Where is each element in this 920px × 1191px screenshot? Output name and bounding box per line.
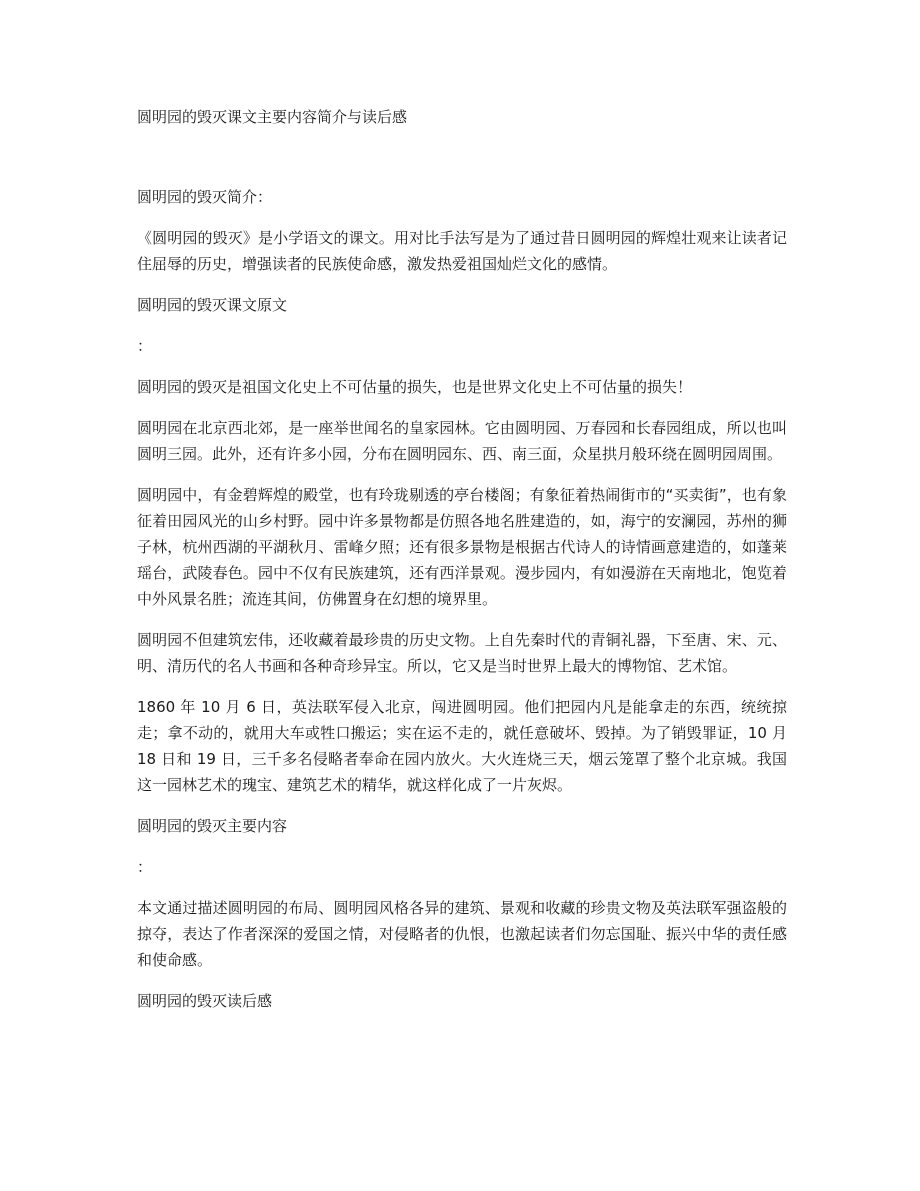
main-content-paragraph: 本文通过描述圆明园的布局、圆明园风格各异的建筑、景观和收藏的珍贵文物及英法联军强盗般的掠夺，表达了作者深深的爱国之情，对侵略者的仇恨，也激起读者们勿忘国耻、振兴中华的责任感和使命感。 xyxy=(137,899,787,969)
afterthought-heading: 圆明园的毁灭读后感 xyxy=(137,992,273,1010)
original-text-heading: 圆明园的毁灭课文原文 xyxy=(137,296,288,314)
original-paragraph: 圆明园在北京西北郊，是一座举世闻名的皇家园林。它由圆明园、万春园和长春园组成，所以也叫圆明三园。此外，还有许多小园，分布在圆明园东、西、南三面，众星拱月般环绕在圆明园周围。 xyxy=(137,419,787,463)
main-content-heading: 圆明园的毁灭主要内容 xyxy=(137,817,288,835)
original-paragraph: 圆明园不但建筑宏伟，还收藏着最珍贵的历史文物。上自先秦时代的青铜礼器，下至唐、宋、元、明、清历代的名人书画和各种奇珍异宝。所以，它又是当时世界上最大的博物馆、艺术馆。 xyxy=(137,631,787,675)
intro-paragraph: 《圆明园的毁灭》是小学语文的课文。用对比手法写是为了通过昔日圆明园的辉煌壮观来让读者记住屈辱的历史，增强读者的民族使命感，激发热爱祖国灿烂文化的感情。 xyxy=(137,229,787,273)
original-text-colon: ： xyxy=(137,337,153,355)
intro-heading: 圆明园的毁灭简介： xyxy=(137,188,273,206)
document-body xyxy=(137,184,787,1029)
original-paragraph: 圆明园的毁灭是祖国文化史上不可估量的损失，也是世界文化史上不可估量的损失！ xyxy=(137,378,693,396)
document-title: 圆明园的毁灭课文主要内容简介与读后感 xyxy=(137,108,408,126)
original-paragraph: 1860 年 10 月 6 日，英法联军侵入北京，闯进圆明园。他们把园内凡是能拿走的东西，统统掠走；拿不动的，就用大车或牲口搬运；实在运不走的，就任意破坏、毁掉。为了销毁罪证，10 月 18 日和 19 日，三千多名侵略者奉命在园内放火。大火连烧三天，烟云笼罩了整个北京城。我国这一园林艺术的瑰宝、建筑艺术的精华，就这样化成了一片灰烬。 xyxy=(137,698,787,794)
main-content-colon: ： xyxy=(137,858,153,876)
original-paragraph: 圆明园中，有金碧辉煌的殿堂，也有玲珑剔透的亭台楼阁；有象征着热闹街市的“买卖街”，也有象征着田园风光的山乡村野。园中许多景物都是仿照各地名胜建造的，如，海宁的安澜园，苏州的狮子林，杭州西湖的平湖秋月、雷峰夕照；还有很多景物是根据古代诗人的诗情画意建造的，如蓬莱瑶台，武陵春色。园中不仅有民族建筑，还有西洋景观。漫步园内，有如漫游在天南地北，饱览着中外风景名胜；流连其间，仿佛置身在幻想的境界里。 xyxy=(137,486,787,608)
